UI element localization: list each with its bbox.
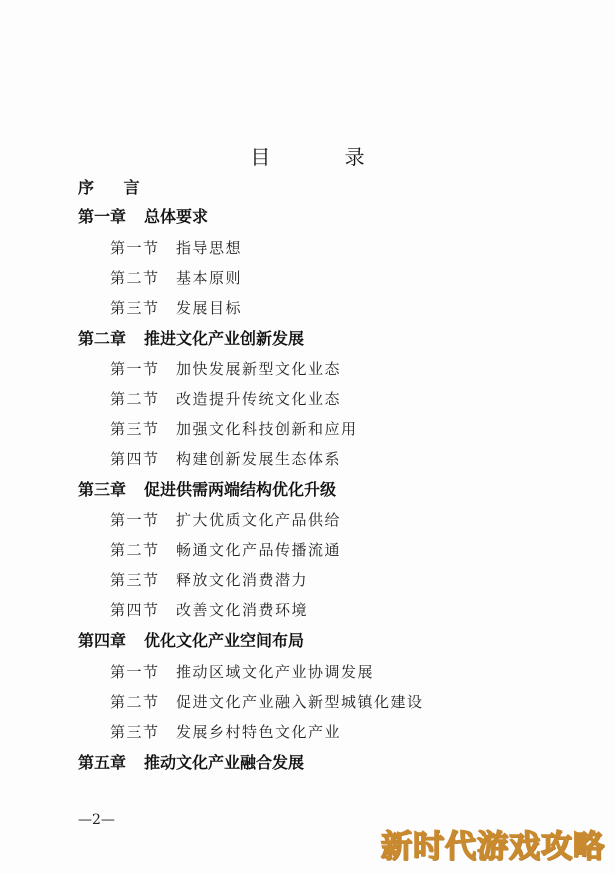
toc-section [110,418,358,440]
toc-section [110,237,242,259]
toc-section [110,448,341,470]
toc-section [110,297,242,319]
section-number: 第一节 [110,511,160,529]
chapter-title: 总体要求 [144,207,209,226]
toc-chapter-4 [78,630,304,652]
chapter-title: 推动文化产业融合发展 [144,753,305,772]
section-number: 第一节 [110,663,160,681]
toc-section [110,267,242,289]
section-title: 促进文化产业融入新型城镇化建设 [176,693,424,711]
toc-section [110,539,341,561]
page-number: —2— [78,812,115,828]
section-number: 第二节 [110,541,160,559]
toc-section [110,721,341,743]
section-title: 释放文化消费潜力 [176,571,309,589]
section-number: 第一节 [110,360,160,378]
chapter-title: 促进供需两端结构优化升级 [144,480,337,499]
section-title: 发展目标 [176,299,243,317]
toc-section [110,569,308,591]
section-title: 改善文化消费环境 [176,601,309,619]
site-watermark: 新时代游戏攻略 [381,829,605,865]
section-number: 第二节 [110,390,160,408]
toc-section [110,691,424,713]
chapter-number: 第三章 [78,480,127,499]
section-title: 推动区域文化产业协调发展 [176,663,375,681]
section-number: 第三节 [110,420,160,438]
toc-chapter-3 [78,479,336,501]
toc-section [110,661,374,683]
toc-preface: 序 言 [78,178,152,197]
chapter-title: 优化文化产业空间布局 [144,631,305,650]
section-title: 加强文化科技创新和应用 [176,420,358,438]
toc-section [110,509,341,531]
section-number: 第三节 [110,571,160,589]
section-number: 第四节 [110,450,160,468]
toc-chapter-2 [78,328,304,350]
section-number: 第三节 [110,723,160,741]
section-title: 发展乡村特色文化产业 [176,723,342,741]
chapter-number: 第一章 [78,207,127,226]
toc-title: 目 录 [250,145,399,169]
section-number: 第一节 [110,239,160,257]
section-title: 改造提升传统文化业态 [176,390,342,408]
section-number: 第三节 [110,299,160,317]
chapter-number: 第二章 [78,329,127,348]
chapter-number: 第四章 [78,631,127,650]
section-title: 畅通文化产品传播流通 [176,541,342,559]
toc-section [110,358,341,380]
section-title: 指导思想 [176,239,243,257]
section-title: 基本原则 [176,269,243,287]
toc-section [110,388,341,410]
section-title: 扩大优质文化产品供给 [176,511,342,529]
section-number: 第四节 [110,601,160,619]
section-title: 加快发展新型文化业态 [176,360,342,378]
section-number: 第二节 [110,693,160,711]
toc-section [110,599,308,621]
chapter-number: 第五章 [78,753,127,772]
toc-chapter-1 [78,206,208,228]
section-title: 构建创新发展生态体系 [176,450,342,468]
section-number: 第二节 [110,269,160,287]
toc-chapter-5 [78,752,304,774]
chapter-title: 推进文化产业创新发展 [144,329,305,348]
